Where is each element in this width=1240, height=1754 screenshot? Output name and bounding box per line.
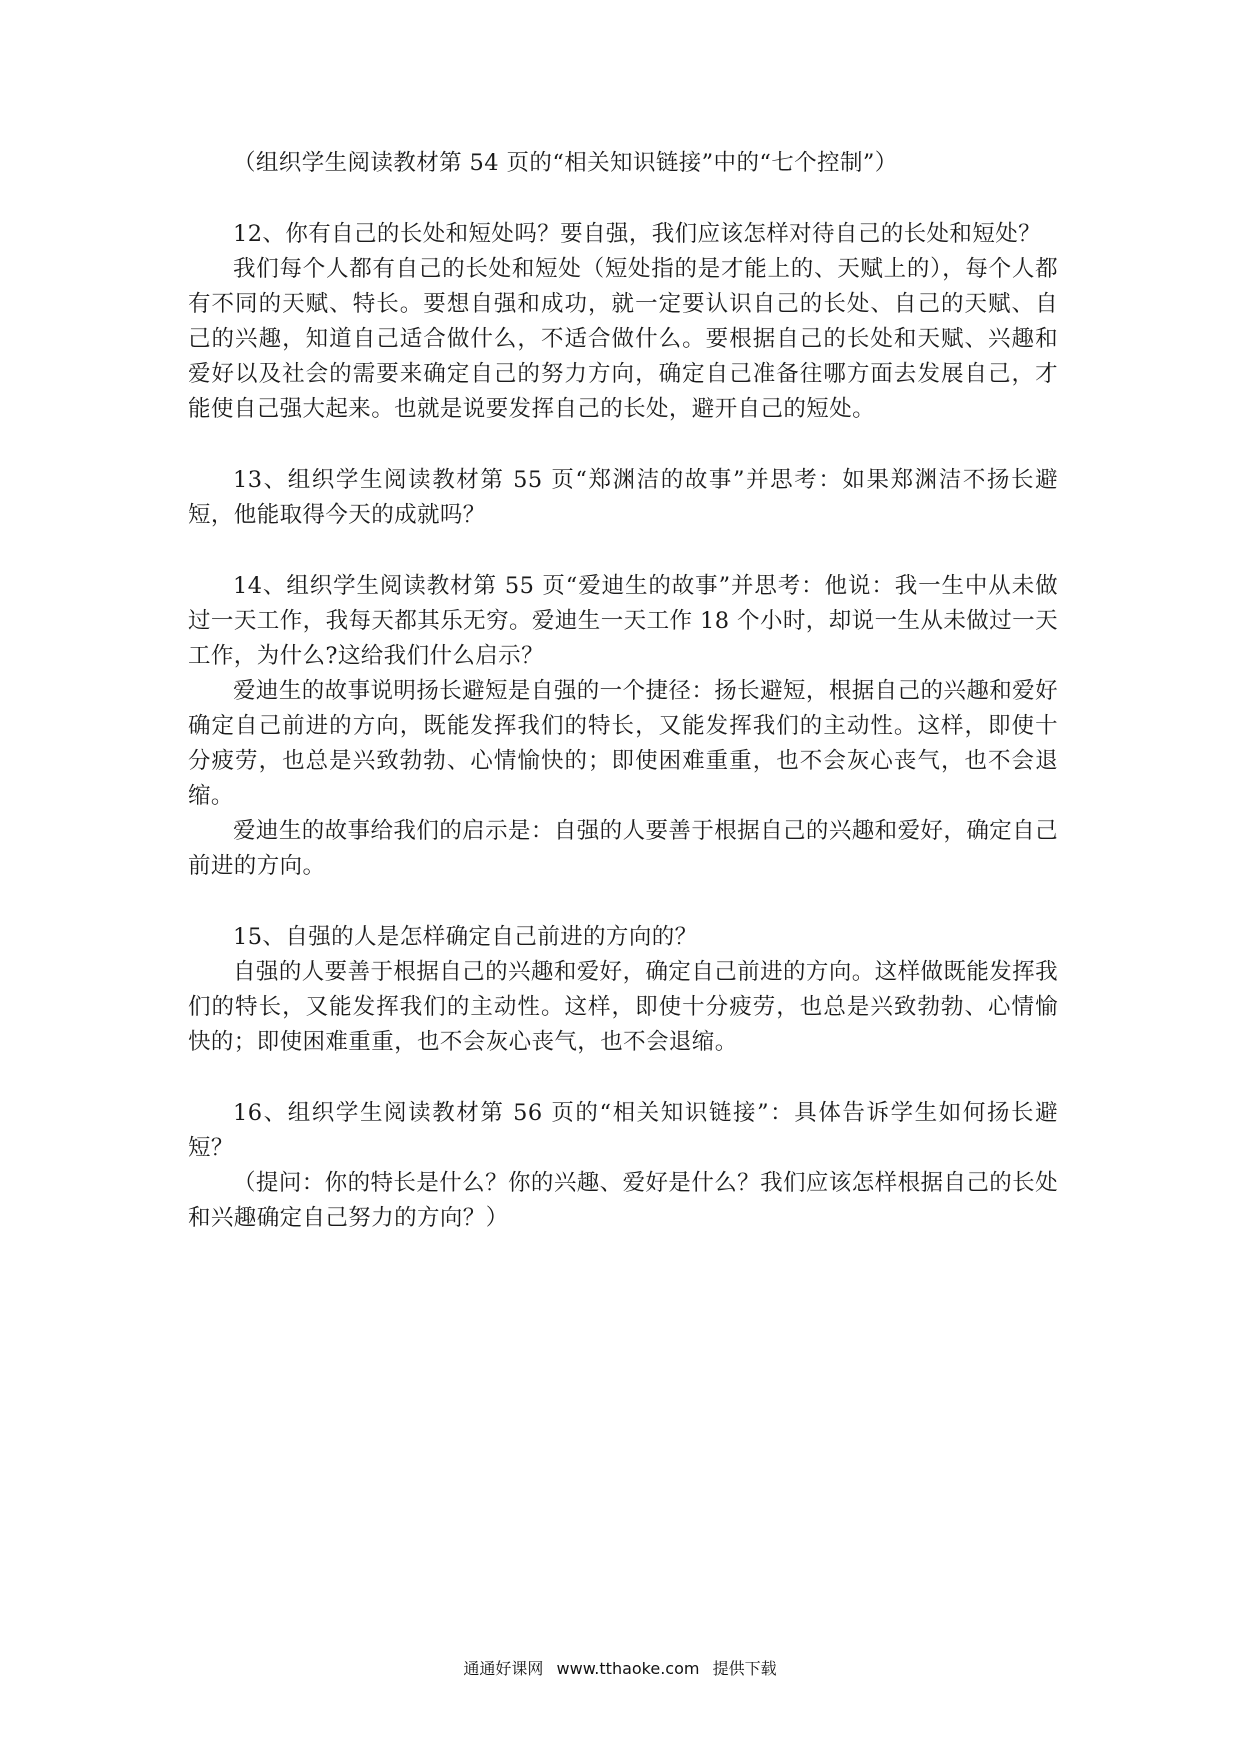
answer-14-inspiration: 爱迪生的故事给我们的启示是：自强的人要善于根据自己的兴趣和爱好，确定自己前进的方向。 (188, 818, 1058, 879)
question-14: 14、组织学生阅读教材第 55 页“爱迪生的故事”并思考：他说：我一生中从未做过一天工作，我每天都其乐无穷。爱迪生一天工作 18 个小时，却说一生从未做过一天工作，为什么?这给我们什么启示？ (188, 573, 1058, 669)
page-footer (0, 1658, 1240, 1680)
document-body (188, 146, 1058, 1236)
question-16-prompt: （提问：你的特长是什么？你的兴趣、爱好是什么？我们应该怎样根据自己的长处和兴趣确定自己努力的方向？） (188, 1170, 1058, 1231)
footer-site-url[interactable]: www.tthaoke.com (556, 1659, 700, 1678)
answer-14-explanation: 爱迪生的故事说明扬长避短是自强的一个捷径：扬长避短，根据自己的兴趣和爱好确定自己前进的方向，既能发挥我们的特长，又能发挥我们的主动性。这样，即使十分疲劳，也总是兴致勃勃、心情愉快的；即使困难重重，也不会灰心丧气，也不会退缩。 (188, 678, 1058, 809)
footer-site-name: 通通好课网 (463, 1659, 544, 1678)
question-15: 15、自强的人是怎样确定自己前进的方向的？ (233, 924, 698, 950)
paragraph-intro-note: （组织学生阅读教材第 54 页的“相关知识链接”中的“七个控制”） (233, 150, 898, 176)
answer-15: 自强的人要善于根据自己的兴趣和爱好，确定自己前进的方向。这样做既能发挥我们的特长，又能发挥我们的主动性。这样，即使十分疲劳，也总是兴致勃勃、心情愉快的；即使困难重重，也不会灰心丧气，也不会退缩。 (188, 959, 1058, 1055)
answer-12: 我们每个人都有自己的长处和短处（短处指的是才能上的、天赋上的），每个人都有不同的天赋、特长。要想自强和成功，就一定要认识自己的长处、自己的天赋、自己的兴趣，知道自己适合做什么，不适合做什么。要根据自己的长处和天赋、兴趣和爱好以及社会的需要来确定自己的努力方向，确定自己准备往哪方面去发展自己，才能使自己强大起来。也就是说要发挥自己的长处，避开自己的短处。 (188, 256, 1058, 422)
question-13: 13、组织学生阅读教材第 55 页“郑渊洁的故事”并思考：如果郑渊洁不扬长避短，他能取得今天的成就吗？ (188, 467, 1058, 528)
question-12: 12、你有自己的长处和短处吗？要自强，我们应该怎样对待自己的长处和短处？ (233, 221, 1042, 247)
footer-action-text: 提供下载 (712, 1659, 777, 1678)
question-16: 16、组织学生阅读教材第 56 页的“相关知识链接”：具体告诉学生如何扬长避短？ (188, 1100, 1058, 1161)
